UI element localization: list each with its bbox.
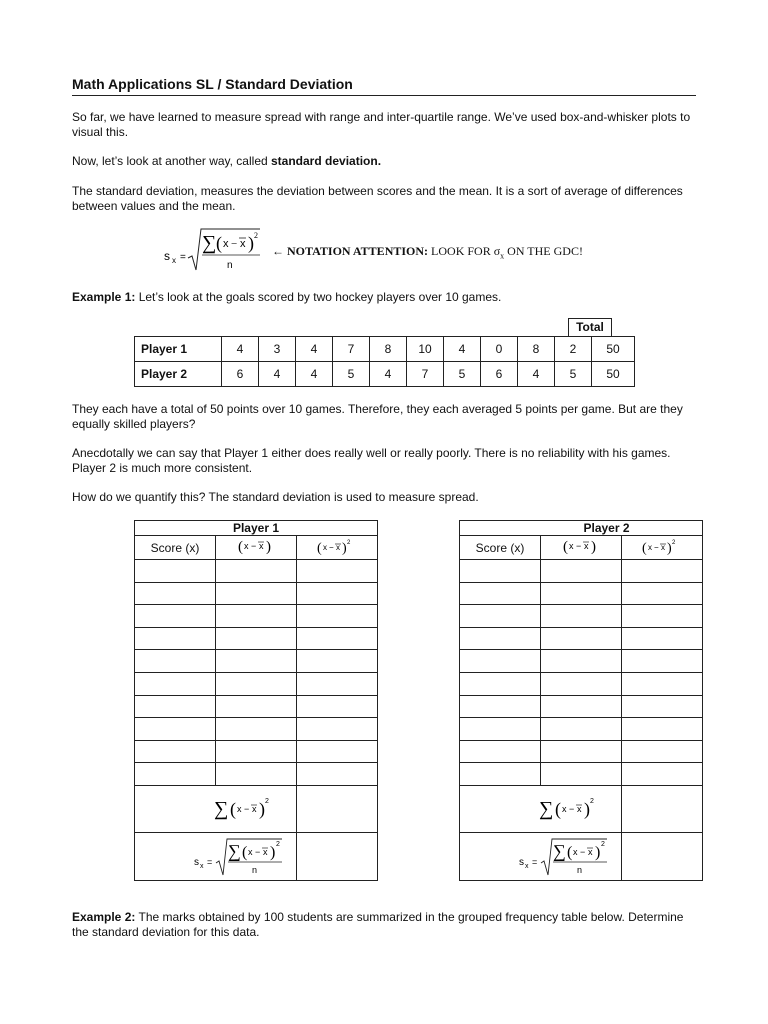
deviation-cell[interactable]	[216, 650, 297, 673]
svg-text:2: 2	[276, 840, 280, 848]
deviation-formula-icon	[216, 536, 296, 556]
score-cell[interactable]	[460, 672, 541, 695]
svg-text:(: (	[642, 541, 647, 556]
cell: 7	[407, 362, 444, 387]
deviation-cell[interactable]	[541, 627, 622, 650]
cell: 5	[333, 362, 370, 387]
std-dev-formula	[160, 226, 270, 274]
sx-formula-icon	[515, 833, 615, 877]
cell: 4	[518, 362, 555, 387]
after-table-paragraph-2: Anecdotally we can say that Player 1 either does really well or really poorly. There is no reliability with his games. Player 2 is much more consistent.	[72, 446, 671, 475]
cell: 6	[222, 362, 259, 387]
sum-label	[460, 785, 622, 832]
deviation-formula-icon	[541, 536, 621, 556]
svg-text:∑: ∑	[228, 840, 241, 861]
svg-text:x: x	[244, 541, 249, 551]
svg-text:−: −	[251, 541, 257, 551]
intro-paragraph-2-text: Now, let’s look at another way, called	[72, 154, 271, 168]
squared-cell[interactable]	[622, 672, 703, 695]
table-row	[135, 337, 635, 362]
svg-text:): )	[342, 541, 347, 556]
formula-open-paren: (	[216, 233, 222, 253]
worktable-player-title	[583, 521, 703, 536]
deviation-cell[interactable]	[541, 605, 622, 628]
sx-label	[135, 832, 297, 880]
cell: 5	[444, 362, 481, 387]
svg-text:2: 2	[672, 540, 676, 546]
intro-paragraph-2-bold: standard deviation.	[271, 154, 382, 168]
worktable	[459, 520, 703, 881]
score-cell[interactable]	[460, 605, 541, 628]
notation-text: LOOK FOR σ	[428, 244, 501, 258]
score-cell[interactable]	[135, 740, 216, 763]
example-1-text: Let’s look at the goals scored by two hockey players over 10 games.	[135, 290, 502, 304]
cell: 4	[222, 337, 259, 362]
row-label: Player 2	[135, 362, 222, 387]
score-cell[interactable]	[135, 582, 216, 605]
score-cell[interactable]	[460, 650, 541, 673]
intro-paragraph-3: The standard deviation, measures the deviation between scores and the mean. It is a sort of average of differences between values and the mean.	[72, 184, 683, 213]
row-label: Player 1	[135, 337, 222, 362]
svg-text:): )	[266, 539, 271, 555]
svg-text:−: −	[244, 804, 250, 815]
svg-text:(: (	[317, 541, 322, 556]
deviation-cell[interactable]	[541, 672, 622, 695]
example-1-paragraph	[72, 290, 696, 305]
squared-deviation-icon	[297, 536, 377, 556]
cell: 4	[444, 337, 481, 362]
squared-cell[interactable]	[622, 695, 703, 718]
deviation-header	[541, 536, 622, 560]
svg-text:2: 2	[347, 540, 351, 546]
svg-text:−: −	[654, 543, 659, 552]
svg-text:x: x	[248, 846, 253, 857]
score-cell[interactable]	[135, 718, 216, 741]
score-cell[interactable]	[460, 560, 541, 583]
cell: 5	[555, 362, 592, 387]
formula-s: s	[164, 249, 170, 263]
svg-text:∑: ∑	[553, 840, 566, 861]
cell: 8	[518, 337, 555, 362]
sum-squared-deviation-icon	[533, 787, 613, 827]
formula-square: 2	[254, 231, 258, 240]
score-cell[interactable]	[460, 718, 541, 741]
svg-text:x: x	[648, 543, 652, 552]
squared-cell[interactable]	[622, 582, 703, 605]
squared-cell[interactable]	[622, 560, 703, 583]
svg-text:x: x	[588, 846, 593, 857]
worktable-player-title: Player 1	[216, 521, 297, 536]
svg-text:x: x	[237, 804, 242, 815]
svg-text:x: x	[584, 541, 589, 551]
svg-text:x: x	[661, 543, 665, 552]
score-cell[interactable]	[135, 650, 216, 673]
squared-cell[interactable]	[297, 672, 378, 695]
squared-cell[interactable]	[297, 718, 378, 741]
score-cell[interactable]	[460, 763, 541, 786]
sum-squared-deviation-icon	[208, 787, 288, 827]
intro-paragraph-2	[72, 154, 696, 169]
deviation-header	[216, 536, 297, 560]
svg-text:2: 2	[265, 798, 269, 806]
svg-text:n: n	[577, 864, 583, 875]
page-title: Math Applications SL / Standard Deviation	[72, 76, 696, 96]
svg-text:s: s	[194, 856, 199, 868]
deviation-cell[interactable]	[216, 763, 297, 786]
sx-label	[460, 832, 622, 880]
score-header: Score (x)	[460, 536, 541, 560]
score-header: Score (x)	[135, 536, 216, 560]
notation-suffix: ON THE GDC!	[504, 244, 583, 258]
example-2-paragraph	[72, 910, 696, 940]
squared-cell[interactable]	[622, 627, 703, 650]
squared-cell[interactable]	[297, 740, 378, 763]
deviation-cell[interactable]	[541, 582, 622, 605]
svg-text:−: −	[576, 541, 582, 551]
svg-text:x: x	[577, 804, 582, 815]
sx-formula-icon	[190, 833, 290, 877]
squared-cell[interactable]	[297, 582, 378, 605]
svg-text:x: x	[323, 543, 327, 552]
svg-text:=: =	[532, 856, 538, 867]
total-header: Total	[568, 318, 612, 336]
svg-text:x: x	[259, 541, 264, 551]
squared-cell[interactable]	[622, 718, 703, 741]
cell: 2	[555, 337, 592, 362]
svg-text:−: −	[329, 543, 334, 552]
svg-text:): )	[259, 799, 265, 820]
squared-cell[interactable]	[622, 605, 703, 628]
formula-sub-x: x	[172, 256, 176, 265]
formula-sigma: ∑	[202, 232, 217, 254]
cell: 6	[481, 362, 518, 387]
svg-text:x: x	[525, 862, 529, 870]
squared-cell[interactable]	[622, 650, 703, 673]
total-cell: 50	[592, 362, 635, 387]
deviation-cell[interactable]	[541, 695, 622, 718]
cell: 7	[333, 337, 370, 362]
deviation-cell[interactable]	[541, 718, 622, 741]
squared-cell[interactable]	[297, 560, 378, 583]
after-table-paragraph-3: How do we quantify this? The standard deviation is used to measure spread.	[72, 490, 479, 504]
worktable	[134, 520, 378, 881]
cell: 0	[481, 337, 518, 362]
squared-deviation-header	[297, 536, 378, 560]
sum-cell[interactable]	[297, 785, 378, 832]
cell: 4	[370, 362, 407, 387]
svg-text:∑: ∑	[214, 798, 229, 821]
deviation-cell[interactable]	[541, 740, 622, 763]
squared-cell[interactable]	[297, 605, 378, 628]
sx-cell[interactable]	[622, 832, 703, 880]
example-1-label: Example 1:	[72, 290, 136, 304]
notation-sub: x	[500, 251, 505, 261]
table-row	[135, 362, 635, 387]
svg-text:=: =	[207, 856, 213, 867]
example-2-label: Example 2:	[72, 910, 136, 924]
sum-label	[135, 785, 297, 832]
notation-label: NOTATION ATTENTION:	[287, 244, 429, 258]
svg-text:x: x	[562, 804, 567, 815]
squared-deviation-header	[622, 536, 703, 560]
deviation-cell[interactable]	[541, 763, 622, 786]
deviation-cell[interactable]	[216, 627, 297, 650]
formula-equals: =	[180, 252, 186, 263]
deviation-cell[interactable]	[216, 718, 297, 741]
svg-text:): )	[584, 799, 590, 820]
cell: 3	[259, 337, 296, 362]
cell: 4	[259, 362, 296, 387]
svg-text:2: 2	[590, 798, 594, 806]
deviation-cell[interactable]	[216, 582, 297, 605]
svg-text:s: s	[519, 856, 524, 868]
formula-close-paren: )	[248, 233, 254, 253]
score-cell[interactable]	[135, 695, 216, 718]
player-2-worktable	[459, 520, 703, 881]
svg-text:x: x	[573, 846, 578, 857]
svg-text:n: n	[252, 864, 258, 875]
deviation-cell[interactable]	[216, 695, 297, 718]
deviation-cell[interactable]	[216, 740, 297, 763]
cell: 10	[407, 337, 444, 362]
score-cell[interactable]	[135, 763, 216, 786]
formula-x-bar: x	[240, 238, 246, 250]
score-cell[interactable]	[460, 695, 541, 718]
svg-text:): )	[667, 541, 672, 556]
svg-text:(: (	[238, 539, 243, 555]
svg-text:x: x	[252, 804, 257, 815]
left-arrow-icon: ←	[272, 244, 284, 258]
cell: 4	[296, 337, 333, 362]
svg-text:(: (	[230, 799, 236, 820]
score-cell[interactable]	[135, 672, 216, 695]
svg-text:): )	[595, 843, 601, 861]
squared-cell[interactable]	[297, 627, 378, 650]
squared-cell[interactable]	[297, 650, 378, 673]
svg-text:(: (	[242, 843, 248, 861]
svg-text:x: x	[263, 846, 268, 857]
svg-text:): )	[270, 843, 276, 861]
svg-text:x: x	[569, 541, 574, 551]
notation-attention	[272, 244, 583, 260]
svg-text:−: −	[580, 846, 586, 857]
total-cell: 50	[592, 337, 635, 362]
goals-table	[134, 336, 635, 387]
score-cell[interactable]	[460, 740, 541, 763]
intro-paragraph-1: So far, we have learned to measure spread with range and inter-quartile range. We’ve used box-and-whisker plots to visual this.	[72, 110, 691, 139]
deviation-cell[interactable]	[216, 672, 297, 695]
squared-cell[interactable]	[297, 763, 378, 786]
after-table-paragraph-1: They each have a total of 50 points over 10 games. Therefore, they each averaged 5 points per game. But are they equally skilled players?	[72, 402, 683, 431]
svg-text:): )	[591, 539, 596, 555]
deviation-cell[interactable]	[216, 560, 297, 583]
formula-x1: x	[223, 238, 229, 250]
example-2-text: The marks obtained by 100 students are summarized in the grouped frequency table below. Determine the standard deviation for this data.	[72, 910, 684, 939]
sum-cell[interactable]	[622, 785, 703, 832]
score-cell[interactable]	[460, 582, 541, 605]
sx-cell[interactable]	[297, 832, 378, 880]
squared-cell[interactable]	[622, 740, 703, 763]
svg-text:x: x	[336, 543, 340, 552]
squared-cell[interactable]	[622, 763, 703, 786]
deviation-cell[interactable]	[541, 650, 622, 673]
svg-text:∑: ∑	[539, 798, 554, 821]
deviation-cell[interactable]	[216, 605, 297, 628]
svg-text:−: −	[255, 846, 261, 857]
svg-text:(: (	[567, 843, 573, 861]
formula-n: n	[227, 260, 233, 271]
score-cell[interactable]	[135, 560, 216, 583]
deviation-cell[interactable]	[541, 560, 622, 583]
cell: 8	[370, 337, 407, 362]
svg-text:2: 2	[601, 840, 605, 848]
formula-minus: −	[231, 238, 238, 250]
svg-text:x: x	[200, 862, 204, 870]
worktable-player-title-text: Player 2	[583, 521, 630, 535]
svg-text:(: (	[563, 539, 568, 555]
svg-text:−: −	[569, 804, 575, 815]
score-cell[interactable]	[135, 605, 216, 628]
squared-deviation-icon	[622, 536, 702, 556]
score-cell[interactable]	[460, 627, 541, 650]
squared-cell[interactable]	[297, 695, 378, 718]
score-cell[interactable]	[135, 627, 216, 650]
svg-text:(: (	[555, 799, 561, 820]
player-1-worktable	[134, 520, 378, 881]
cell: 4	[296, 362, 333, 387]
